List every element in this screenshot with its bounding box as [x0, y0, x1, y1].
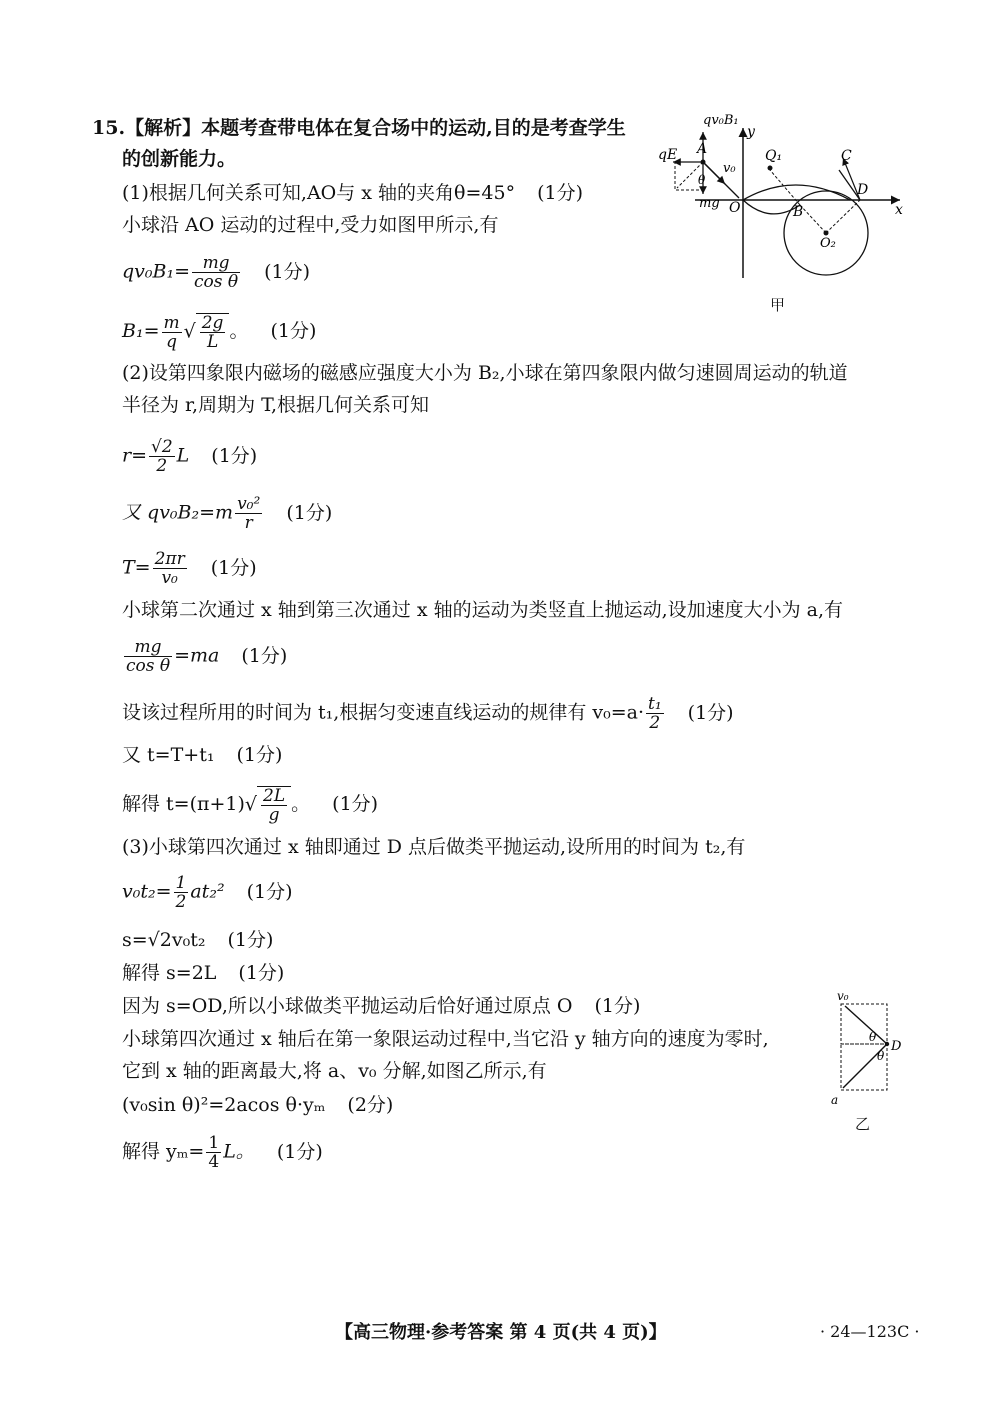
analysis-tag: 【解析】 [125, 117, 202, 139]
equation-4: 又 qv₀B₂=m $\frac{\text{v₀²}}{r}$ (1分) [122, 494, 333, 533]
equation-13: 解得 yₘ= $\frac{1}{4}$ L。 (1分) [122, 1133, 323, 1172]
label-y: y [747, 124, 755, 140]
figure-jia [655, 110, 915, 325]
yi-label-a: a [831, 1093, 839, 1107]
figure-yi [825, 988, 915, 1108]
equation-3: r= $\frac{√2}{2}$ L (1分) [122, 437, 258, 476]
part2-text-4: 设该过程所用的时间为 t₁,根据匀变速直线运动的规律有 v₀=a· $\frac{\text{t₁}}{2}$ (1分) [122, 694, 734, 733]
part1-force-text: 小球沿 AO 运动的过程中,受力如图甲所示,有 [122, 214, 499, 236]
equation-12: (v₀sin θ)²=2acos θ·yₘ (2分) [122, 1094, 394, 1116]
label-qv0B1: qv₀B₁ [703, 113, 739, 128]
label-Q1: Q₁ [765, 148, 783, 164]
part3-text-1: (3)小球第四次通过 x 轴即通过 D 点后做类平抛运动,设所用的时间为 t₂,有 [122, 836, 746, 858]
yi-label-theta2: θ [877, 1049, 885, 1063]
yi-label-theta1: θ [869, 1030, 877, 1044]
part2-text-1: (2)设第四象限内磁场的磁感应强度大小为 B₂,小球在第四象限内做匀速圆周运动的轨道 [122, 362, 848, 384]
label-x: x [895, 202, 903, 218]
equation-2: B₁= $\frac{m}{q}$ √ $\frac{2g}{L}$ 。 (1分) [122, 312, 317, 352]
equation-10: s=√2v₀t₂ (1分) [122, 929, 274, 951]
part2-text-2: 半径为 r,周期为 T,根据几何关系可知 [122, 394, 430, 416]
label-D: D [857, 182, 869, 198]
page-footer: 【高三物理·参考答案 第 4 页(共 4 页)】 [335, 1322, 667, 1343]
equation-6: $\frac{mg}{\text{cos θ}}$ =ma (1分) [126, 637, 288, 676]
question-heading [92, 115, 626, 141]
question-number: 15. [92, 117, 126, 139]
label-O2: O₂ [820, 236, 836, 251]
figure-yi-caption: 乙 [855, 1115, 871, 1133]
part3-text-3: 小球第四次通过 x 轴后在第一象限运动过程中,当它沿 y 轴方向的速度为零时, [122, 1028, 769, 1050]
part3-text-2: 因为 s=OD,所以小球做类平抛运动后恰好通过原点 O (1分) [122, 995, 641, 1017]
label-B: B [793, 204, 804, 220]
equation-9: v₀t₂= $\frac{1}{2}$ at₂² (1分) [122, 873, 293, 912]
label-qE: qE [658, 147, 678, 163]
equation-1: qv₀B₁= $\frac{mg}{\text{cos θ}}$ (1分) [122, 253, 311, 292]
figure-jia-caption: 甲 [770, 296, 786, 314]
yi-label-D: D [891, 1039, 902, 1054]
part2-text-3: 小球第二次通过 x 轴到第三次通过 x 轴的运动为类竖直上抛运动,设加速度大小为 a,有 [122, 599, 844, 621]
label-mg: mg [699, 196, 720, 211]
part3-text-4: 它到 x 轴的距离最大,将 a、v₀ 分解,如图乙所示,有 [122, 1060, 547, 1082]
label-O: O [729, 200, 741, 216]
equation-5: T= $\frac{2\pi r}{\text{v₀}}$ (1分) [122, 549, 257, 588]
part1-angle: (1)根据几何关系可知,AO与 x 轴的夹角θ=45° (1分) [122, 182, 584, 204]
equation-7: 又 t=T+t₁ (1分) [122, 744, 283, 766]
paper-code: · 24—123C · [820, 1322, 920, 1341]
intro-line-1: 本题考查带电体在复合场中的运动,目的是考查学生 [201, 117, 626, 139]
intro-line-2: 的创新能力。 [122, 148, 237, 170]
equation-11: 解得 s=2L (1分) [122, 962, 285, 984]
equation-8: 解得 t=(π+1)√ $\frac{2L}{g}$ 。 (1分) [122, 786, 379, 825]
label-C: C [841, 148, 852, 164]
yi-label-v0: v₀ [837, 989, 849, 1003]
label-v0: v₀ [723, 161, 736, 176]
label-theta: θ [698, 173, 706, 187]
label-A: A [697, 141, 708, 157]
